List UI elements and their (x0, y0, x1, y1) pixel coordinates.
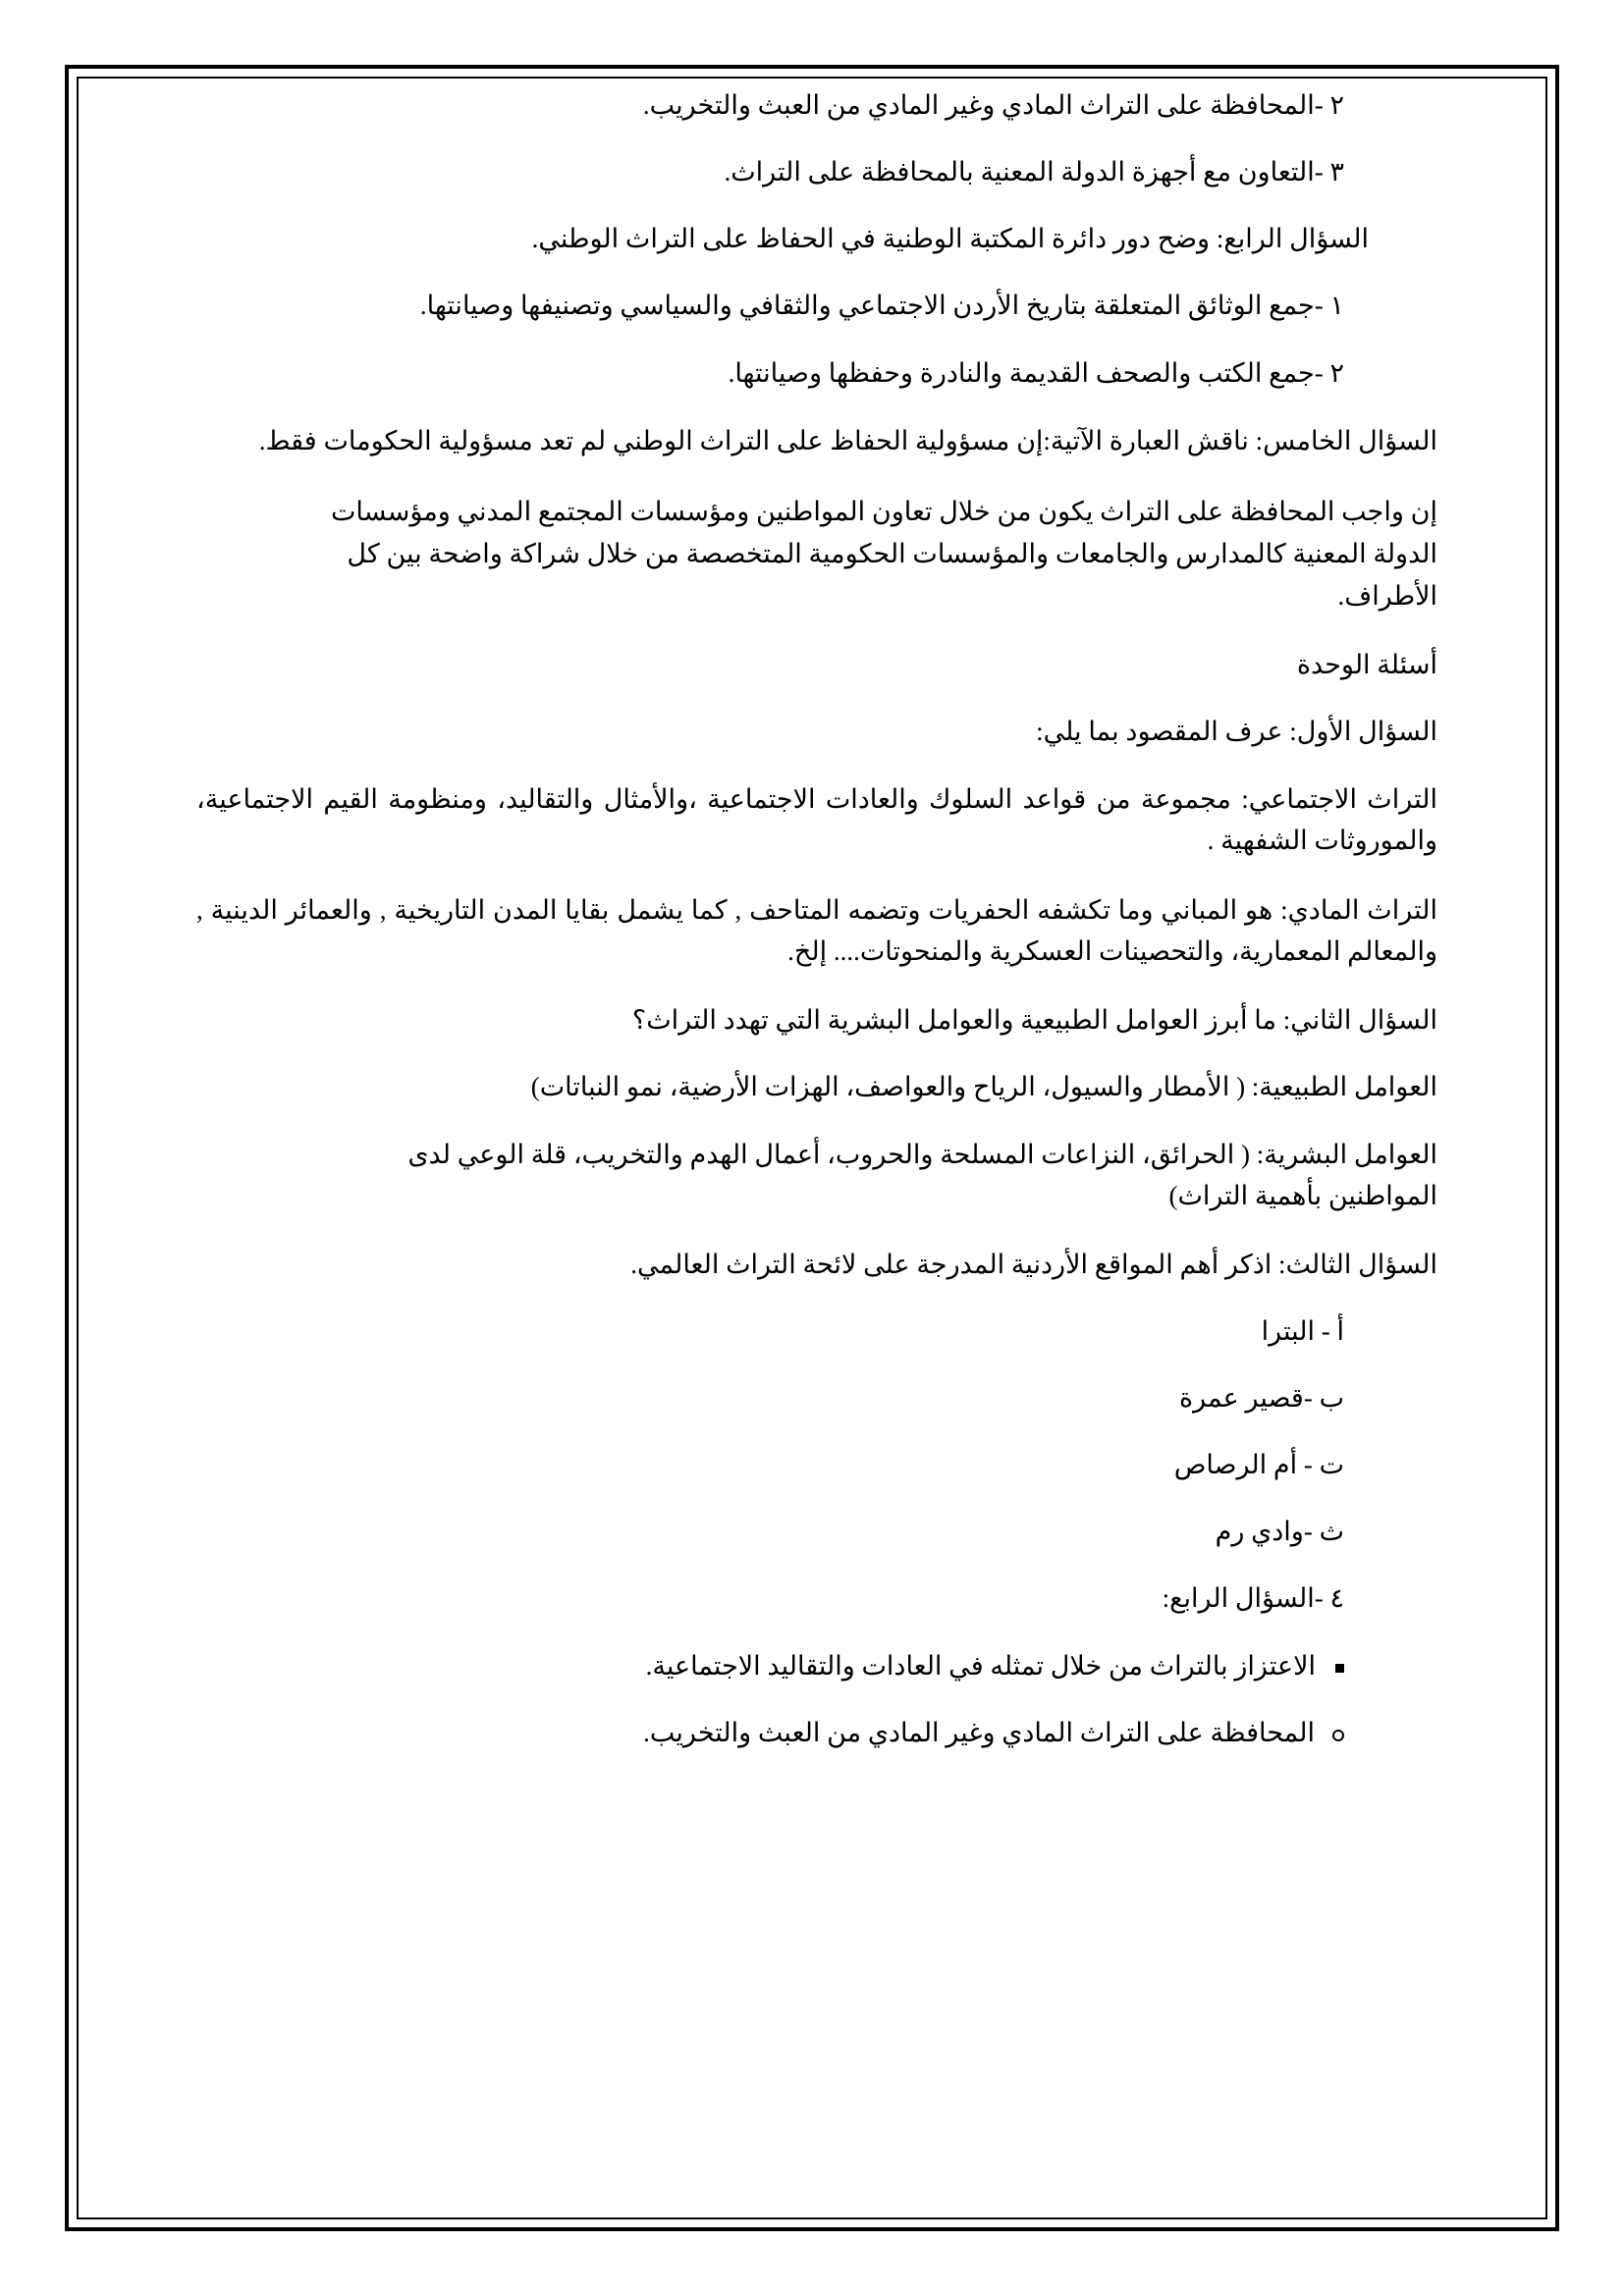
unit-question-1: السؤال الأول: عرف المقصود بما يلي: (1036, 717, 1437, 747)
answer-item-3: ٣ -التعاون مع أجهزة الدولة المعنية بالمحافظة على التراث. (724, 157, 1344, 187)
bullet-item-2 (196, 1714, 1437, 1752)
unit-question-4: ٤ -السؤال الرابع: (1162, 1583, 1344, 1614)
bullet-item-2-text: المحافظة على التراث المادي وغير المادي من العبث والتخريب. (643, 1717, 1315, 1747)
q4-answer-1: ١ -جمع الوثائق المتعلقة بتاريخ الأردن الاجتماعي والثقافي والسياسي وتصنيفها وصيانتها. (419, 291, 1344, 321)
site-umm-ar-rasas: ت - أم الرصاص (1173, 1450, 1344, 1480)
square-bullet-icon (1335, 1664, 1344, 1673)
question-4: السؤال الرابع: وضح دور دائرة المكتبة الوطنية في الحفاظ على التراث الوطني. (531, 224, 1369, 254)
q4-answer-2: ٢ -جمع الكتب والصحف القديمة والنادرة وحفظها وصيانتها. (728, 357, 1344, 388)
unit-question-2: السؤال الثاني: ما أبرز العوامل الطبيعية والعوامل البشرية التي تهدد التراث؟ (631, 1004, 1437, 1035)
document-body (196, 86, 1437, 1781)
unit-questions-heading: أسئلة الوحدة (1296, 650, 1437, 680)
unit-question-3: السؤال الثالث: اذكر أهم المواقع الأردنية المدرجة على لائحة التراث العالمي. (630, 1249, 1437, 1279)
question-5: السؤال الخامس: ناقش العبارة الآتية:إن مسؤولية الحفاظ على التراث الوطني لم تعد مسؤولية الحكومات فقط. (258, 425, 1437, 455)
site-qusayr-amra: ب -قصير عمرة (1178, 1383, 1344, 1414)
definition-social-heritage: التراث الاجتماعي: مجموعة من قواعد السلوك والعادات الاجتماعية ،والأمثال والتقاليد، ومنظومة القيم الاجتماعية، والموروثات الشفهية . (196, 784, 1437, 856)
human-factors: العوامل البشرية: ( الحرائق، النزاعات المسلحة والحروب، أعمال الهدم والتخريب، قلة الوعي لدى المواطنين بأهمية التراث) (407, 1140, 1437, 1210)
bullet-item-1-text: الاعتزاز بالتراث من خلال تمثله في العادات والتقاليد الاجتماعية. (645, 1650, 1316, 1681)
q5-answer: إن واجب المحافظة على التراث يكون من خلال تعاون المواطنين ومؤسسات المجتمع المدني ومؤسسات الدولة المعنية كالمدارس والجامعات والمؤسسات الحكومية المتخصصة من خلال شراكة واضحة بين كل الأطراف. (330, 496, 1437, 611)
site-petra: أ - البترا (1261, 1315, 1344, 1346)
answer-item-2: ٢ -المحافظة على التراث المادي وغير المادي من العبث والتخريب. (642, 90, 1344, 120)
natural-factors: العوامل الطبيعية: ( الأمطار والسيول، الرياح والعواصف، الهزات الأرضية، نمو النباتات) (530, 1071, 1437, 1101)
definition-material-heritage: التراث المادي: هو المباني وما تكشفه الحفريات وتضمه المتاحف , كما يشمل بقايا المدن التاريخية , والعمائر الدينية , والمعالم المعمارية، والتحصينات العسكرية والمنحوتات.... إلخ. (196, 895, 1437, 966)
site-wadi-rum: ث -وادي رم (1215, 1517, 1344, 1547)
circle-bullet-icon (1332, 1730, 1344, 1741)
bullet-item-1 (196, 1647, 1437, 1685)
